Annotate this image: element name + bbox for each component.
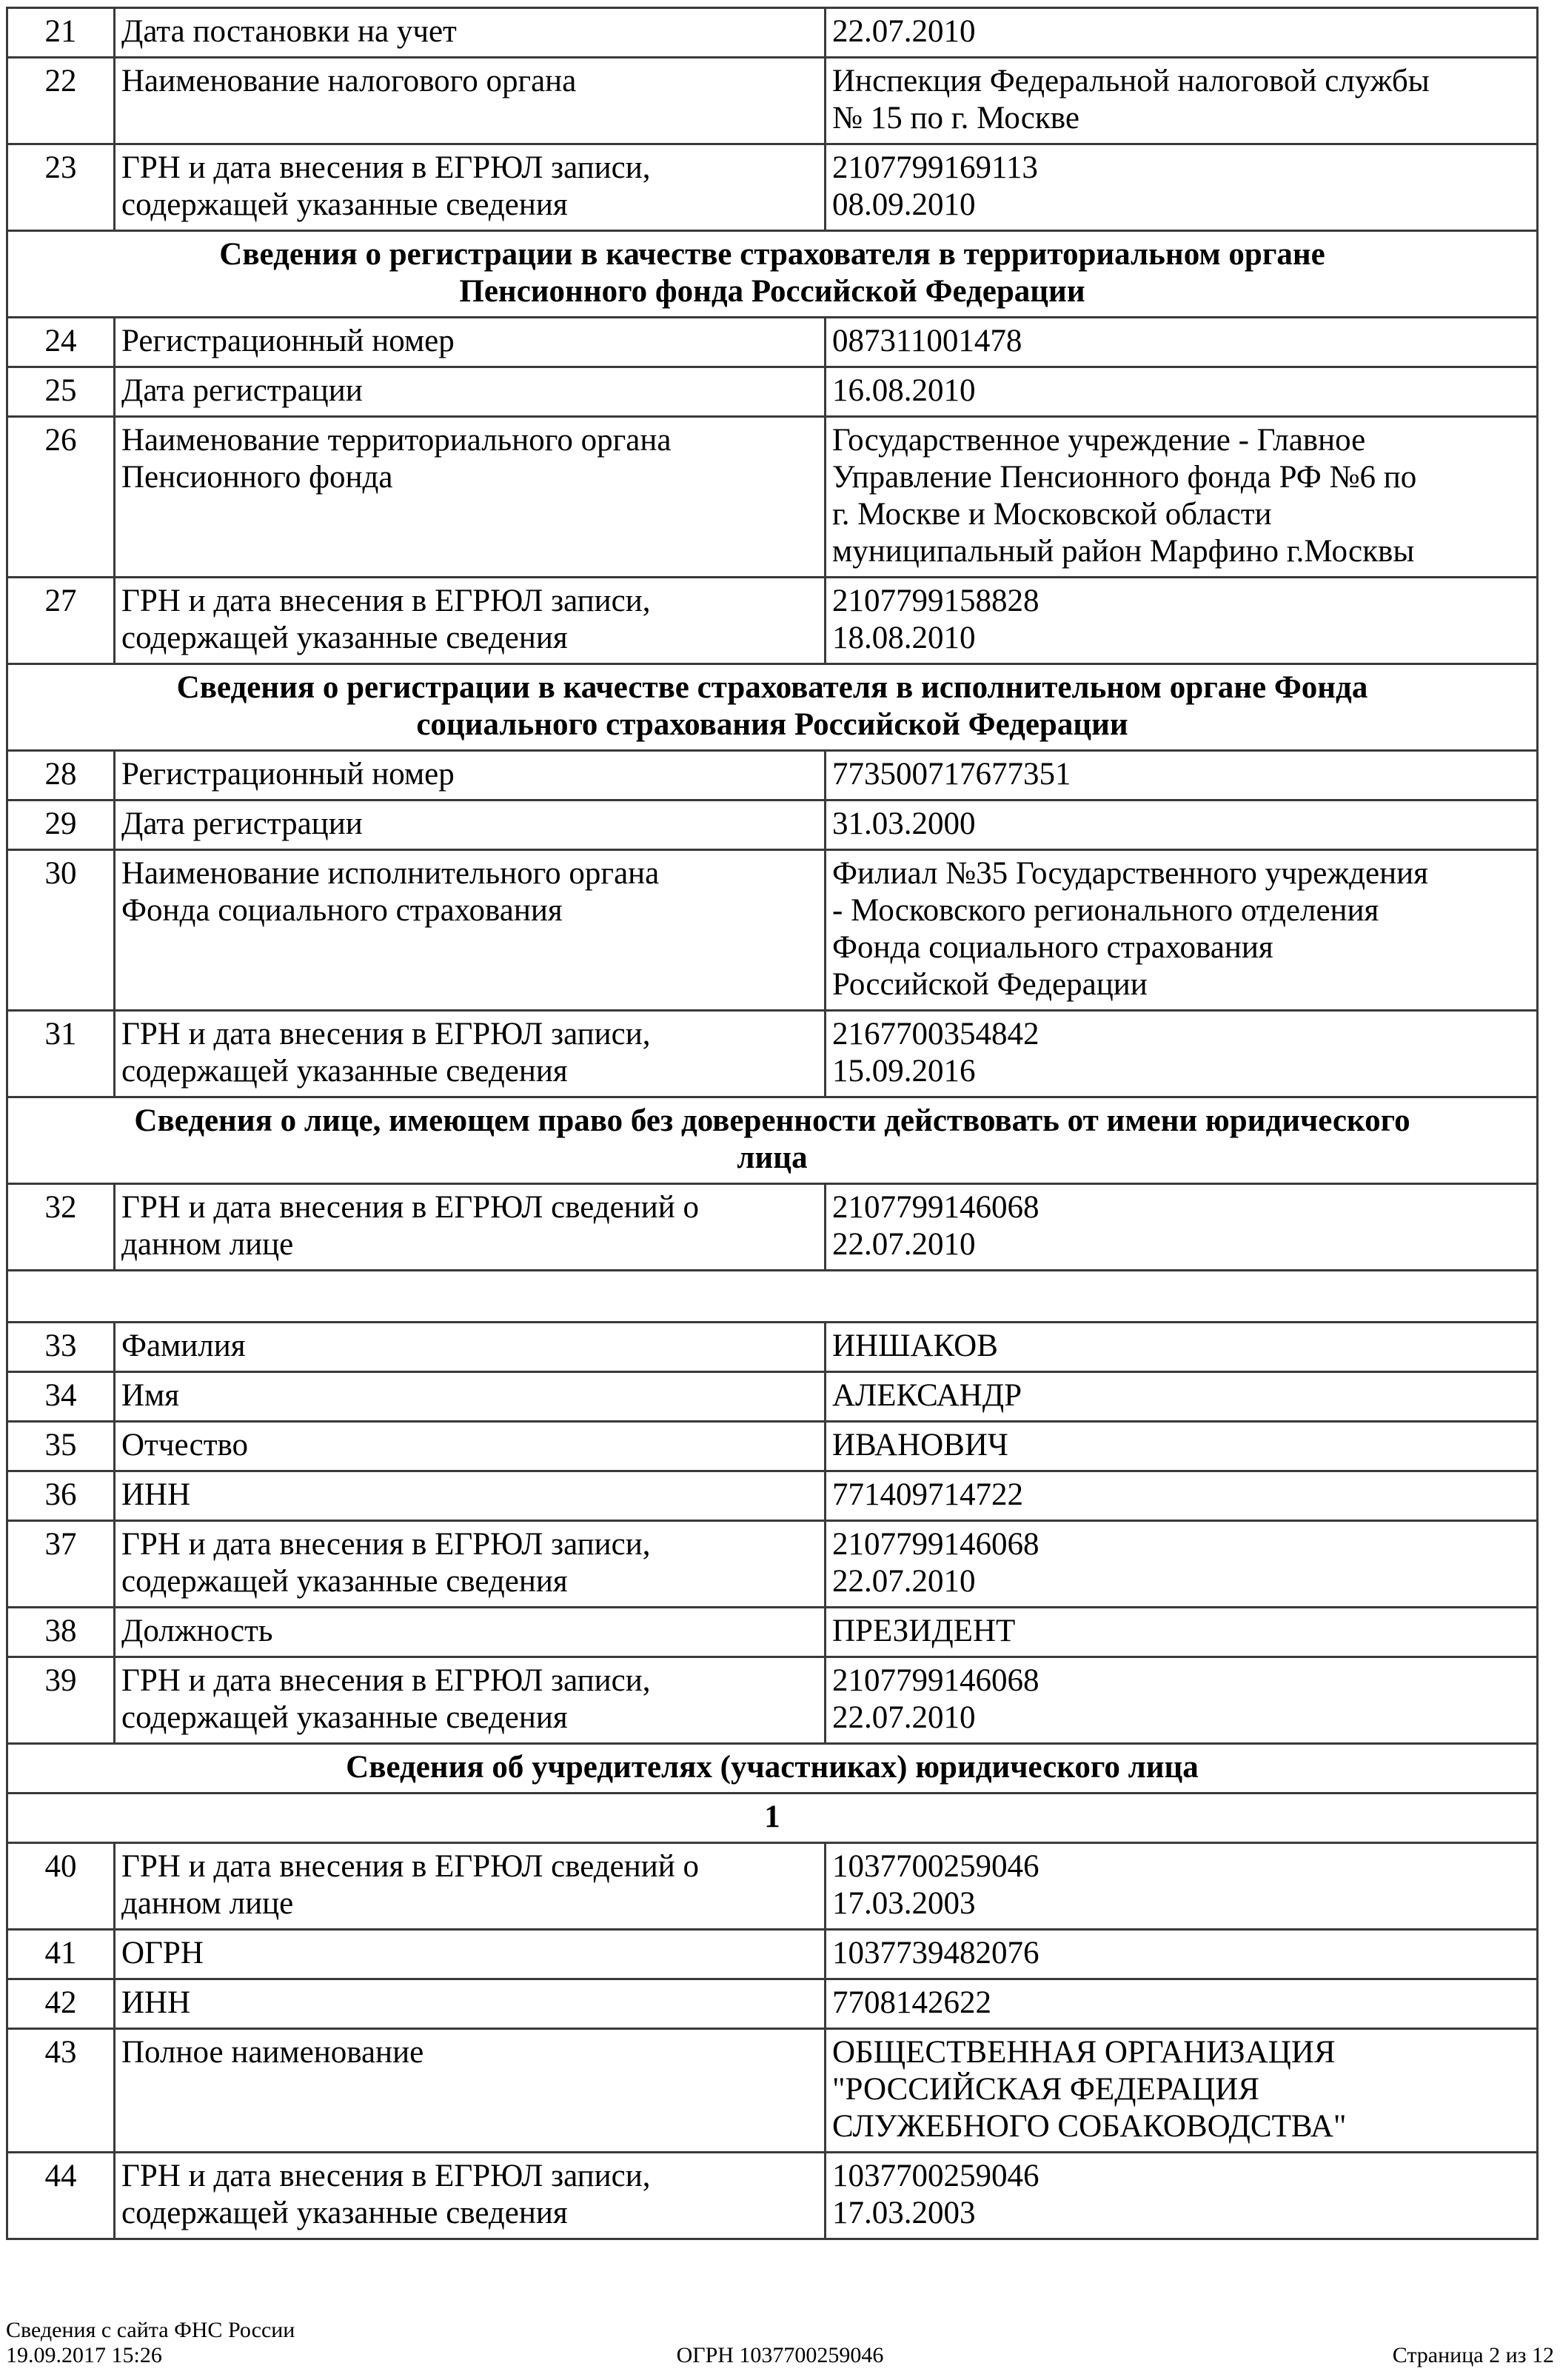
row-number: 28 [7,751,115,800]
row-value: Инспекция Федеральной налоговой службы № 15 по г. Москве [826,58,1538,144]
row-number: 43 [7,2029,115,2153]
section-title-authorized-person: Сведения о лице, имеющем право без доверенности действовать от имени юридического лица [7,1097,1538,1184]
table-row [7,318,1538,367]
row-number: 22 [7,58,115,144]
row-label: Наименование территориального органа Пенсионного фонда [115,417,826,578]
section-title-social-insurance: Сведения о регистрации в качестве страхователя в исполнительном органе Фонда социального страхования Российской Федерации [7,664,1538,751]
row-number: 25 [7,367,115,417]
table-row [7,1843,1538,1930]
row-value: ОБЩЕСТВЕННАЯ ОРГАНИЗАЦИЯ "РОССИЙСКАЯ ФЕДЕРАЦИЯ СЛУЖЕБНОГО СОБАКОВОДСТВА" [826,2029,1538,2153]
row-number: 26 [7,417,115,578]
row-value: 2107799146068 22.07.2010 [826,1657,1538,1744]
footer-page-number: Страница 2 из 12 [1392,2343,1554,2367]
empty-row [7,1271,1538,1323]
row-value: 2107799146068 22.07.2010 [826,1521,1538,1608]
table-row [7,850,1538,1011]
table-row [7,1471,1538,1521]
row-value: 16.08.2010 [826,367,1538,417]
row-number: 29 [7,800,115,850]
table-row [7,1323,1538,1372]
row-label: ГРН и дата внесения в ЕГРЮЛ записи, содержащей указанные сведения [115,2153,826,2239]
row-label: Регистрационный номер [115,751,826,800]
row-value: 2167700354842 15.09.2016 [826,1011,1538,1097]
row-label: ГРН и дата внесения в ЕГРЮЛ записи, содержащей указанные сведения [115,1011,826,1097]
table-row [7,1422,1538,1471]
row-label: ГРН и дата внесения в ЕГРЮЛ сведений о данном лице [115,1843,826,1930]
section-header-row [7,664,1538,751]
table-row [7,144,1538,231]
row-number: 36 [7,1471,115,1521]
table-row [7,1930,1538,1979]
row-number: 24 [7,318,115,367]
row-label: ИНН [115,1979,826,2029]
table-row [7,578,1538,664]
row-label: Отчество [115,1422,826,1471]
footer-source: Сведения с сайта ФНС России [6,2318,295,2342]
row-label: Должность [115,1608,826,1657]
founder-index: 1 [7,1794,1538,1843]
table-row [7,2153,1538,2239]
row-value: 1037700259046 17.03.2003 [826,1843,1538,1930]
empty-cell [7,1271,1538,1323]
row-number: 31 [7,1011,115,1097]
footer-datetime: 19.09.2017 15:26 [6,2343,162,2367]
section-title-founders: Сведения об учредителях (участниках) юридического лица [7,1744,1538,1794]
section-header-row [7,1097,1538,1184]
row-value: 2107799169113 08.09.2010 [826,144,1538,231]
row-value: ПРЕЗИДЕНТ [826,1608,1538,1657]
table-row [7,1184,1538,1271]
row-value: 31.03.2000 [826,800,1538,850]
subsection-row [7,1794,1538,1843]
row-number: 23 [7,144,115,231]
footer-ogrn: ОГРН 1037700259046 [676,2343,884,2367]
row-value: 1037700259046 17.03.2003 [826,2153,1538,2239]
row-number: 21 [7,8,115,58]
row-label: Дата регистрации [115,367,826,417]
row-label: Фамилия [115,1323,826,1372]
table-row [7,58,1538,144]
row-label: ИНН [115,1471,826,1521]
table-row [7,8,1538,58]
row-label: ГРН и дата внесения в ЕГРЮЛ записи, содержащей указанные сведения [115,1657,826,1744]
table-row [7,1521,1538,1608]
row-label: Дата постановки на учет [115,8,826,58]
row-label: ГРН и дата внесения в ЕГРЮЛ сведений о данном лице [115,1184,826,1271]
row-value: 22.07.2010 [826,8,1538,58]
row-value: Государственное учреждение - Главное Управление Пенсионного фонда РФ №6 по г. Москве и Московской области муниципальный район Марфино г.Москвы [826,417,1538,578]
row-number: 39 [7,1657,115,1744]
row-number: 27 [7,578,115,664]
row-number: 34 [7,1372,115,1422]
row-value: ИВАНОВИЧ [826,1422,1538,1471]
table-row [7,1608,1538,1657]
table-row [7,1657,1538,1744]
row-value: 1037739482076 [826,1930,1538,1979]
row-number: 30 [7,850,115,1011]
row-label: Регистрационный номер [115,318,826,367]
row-value: 771409714722 [826,1471,1538,1521]
section-header-row [7,231,1538,318]
section-title-pension-fund: Сведения о регистрации в качестве страхователя в территориальном органе Пенсионного фонда Российской Федерации [7,231,1538,318]
section-header-row [7,1744,1538,1794]
row-value: 7708142622 [826,1979,1538,2029]
row-label: Имя [115,1372,826,1422]
row-label: Дата регистрации [115,800,826,850]
row-number: 40 [7,1843,115,1930]
row-value: АЛЕКСАНДР [826,1372,1538,1422]
row-number: 41 [7,1930,115,1979]
row-value: 773500717677351 [826,751,1538,800]
row-number: 42 [7,1979,115,2029]
row-number: 33 [7,1323,115,1372]
row-label: ГРН и дата внесения в ЕГРЮЛ записи, содержащей указанные сведения [115,578,826,664]
row-label: ГРН и дата внесения в ЕГРЮЛ записи, содержащей указанные сведения [115,1521,826,1608]
row-value: ИНШАКОВ [826,1323,1538,1372]
row-number: 44 [7,2153,115,2239]
table-row [7,2029,1538,2153]
table-row [7,751,1538,800]
row-number: 35 [7,1422,115,1471]
table-row [7,1011,1538,1097]
row-value: 2107799158828 18.08.2010 [826,578,1538,664]
table-row [7,367,1538,417]
table-row [7,1372,1538,1422]
row-value: Филиал №35 Государственного учреждения - Московского регионального отделения Фонда социального страхования Российской Федерации [826,850,1538,1011]
row-number: 37 [7,1521,115,1608]
row-label: Полное наименование [115,2029,826,2153]
row-value: 087311001478 [826,318,1538,367]
table-row [7,417,1538,578]
row-label: ГРН и дата внесения в ЕГРЮЛ записи, содержащей указанные сведения [115,144,826,231]
row-number: 32 [7,1184,115,1271]
row-label: Наименование налогового органа [115,58,826,144]
row-label: ОГРН [115,1930,826,1979]
row-number: 38 [7,1608,115,1657]
table-row [7,800,1538,850]
row-label: Наименование исполнительного органа Фонда социального страхования [115,850,826,1011]
table-row [7,1979,1538,2029]
egrul-extract-table [6,7,1539,2240]
row-value: 2107799146068 22.07.2010 [826,1184,1538,1271]
